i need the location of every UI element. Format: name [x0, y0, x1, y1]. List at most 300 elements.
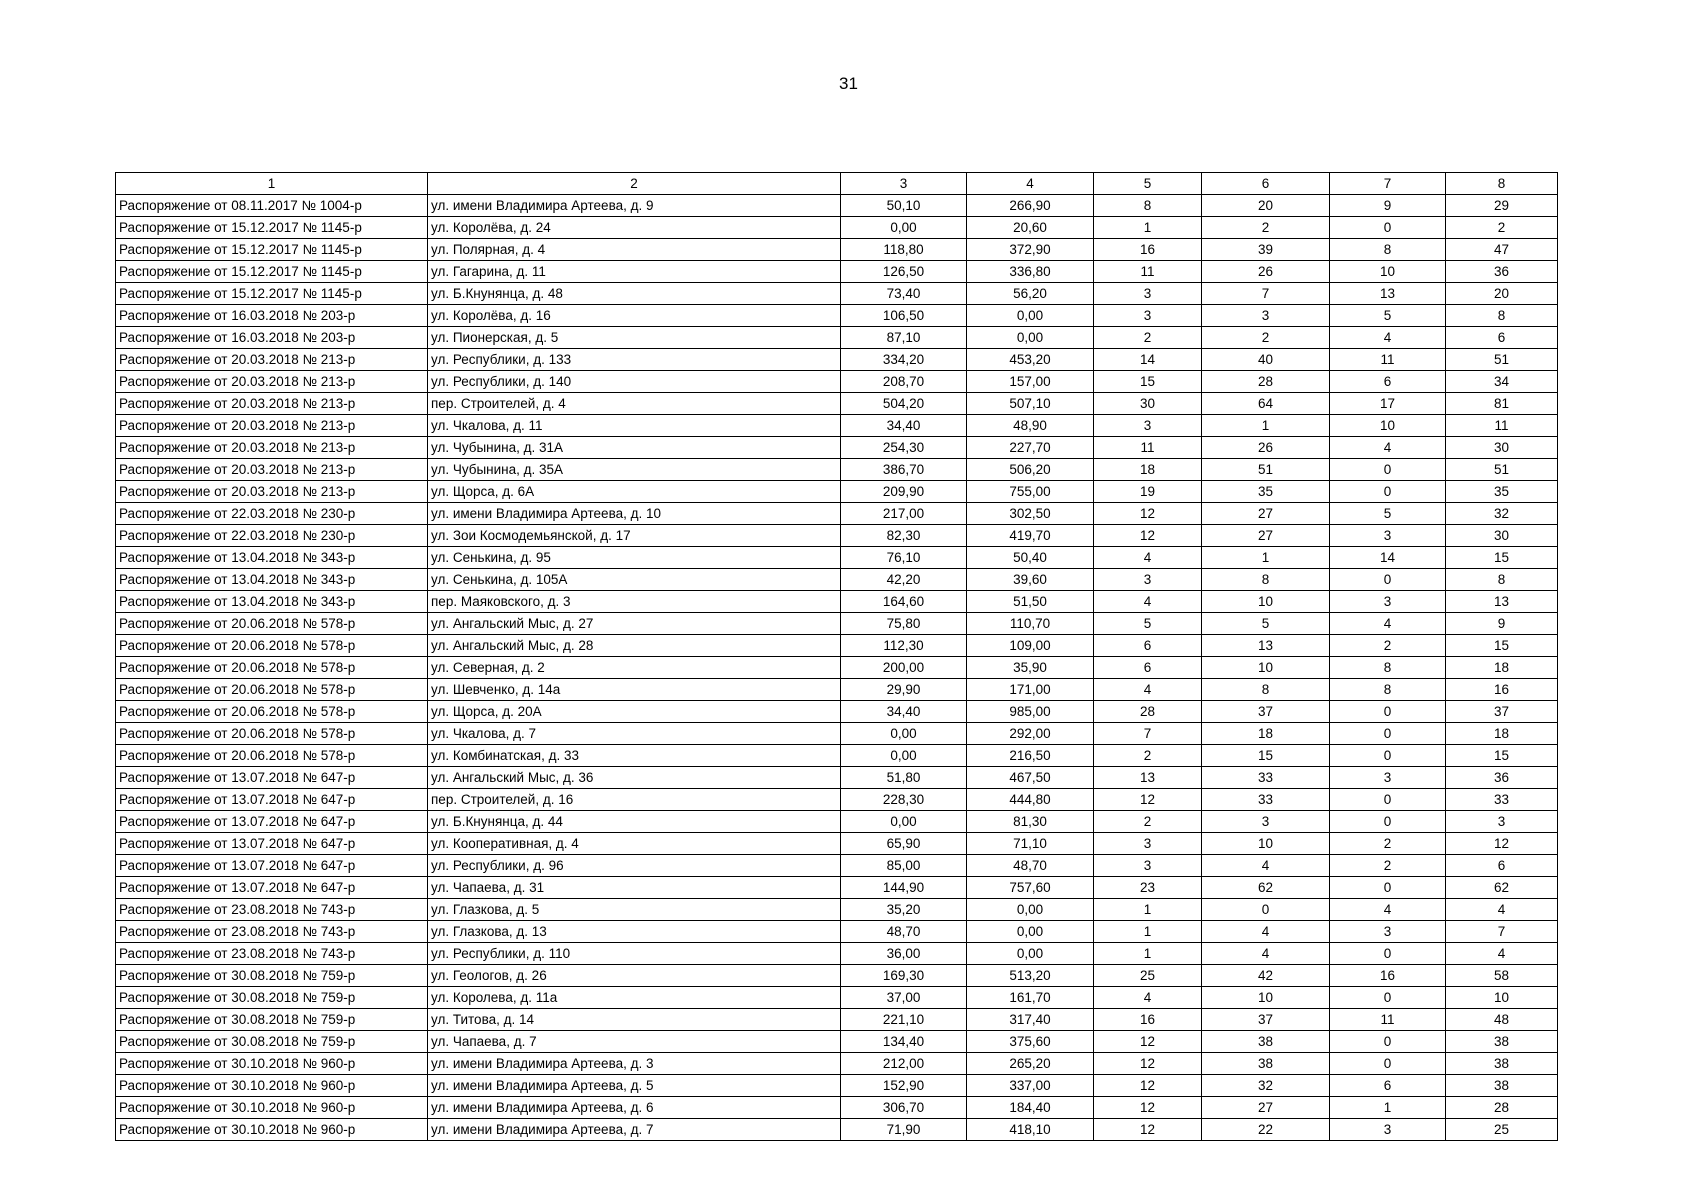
value-cell-8: 35 [1446, 481, 1558, 503]
value-cell-5: 6 [1094, 635, 1202, 657]
value-cell-8: 36 [1446, 767, 1558, 789]
value-cell-6: 39 [1202, 239, 1330, 261]
value-cell-7: 6 [1330, 371, 1446, 393]
value-cell-5: 18 [1094, 459, 1202, 481]
order-cell: Распоряжение от 30.10.2018 № 960-р [116, 1053, 428, 1075]
value-cell-7: 11 [1330, 349, 1446, 371]
table-body [116, 195, 1558, 1141]
column-header-7: 7 [1330, 173, 1446, 195]
address-cell: ул. Полярная, д. 4 [428, 239, 841, 261]
address-cell: ул. имени Владимира Артеева, д. 5 [428, 1075, 841, 1097]
value-cell-6: 27 [1202, 503, 1330, 525]
address-cell: ул. Королёва, д. 24 [428, 217, 841, 239]
address-cell: ул. Гагарина, д. 11 [428, 261, 841, 283]
value-cell-5: 12 [1094, 1053, 1202, 1075]
value-cell-7: 5 [1330, 305, 1446, 327]
value-cell-4: 71,10 [967, 833, 1094, 855]
order-cell: Распоряжение от 30.10.2018 № 960-р [116, 1097, 428, 1119]
value-cell-8: 36 [1446, 261, 1558, 283]
value-cell-3: 228,30 [841, 789, 967, 811]
value-cell-4: 81,30 [967, 811, 1094, 833]
order-cell: Распоряжение от 13.07.2018 № 647-р [116, 833, 428, 855]
value-cell-7: 0 [1330, 723, 1446, 745]
address-cell: ул. Республики, д. 133 [428, 349, 841, 371]
address-cell: ул. Щорса, д. 20А [428, 701, 841, 723]
order-cell: Распоряжение от 15.12.2017 № 1145-р [116, 261, 428, 283]
value-cell-7: 3 [1330, 1119, 1446, 1141]
address-cell: ул. Ангальский Мыс, д. 36 [428, 767, 841, 789]
value-cell-4: 0,00 [967, 327, 1094, 349]
value-cell-6: 7 [1202, 283, 1330, 305]
page-number: 31 [839, 74, 858, 93]
value-cell-6: 20 [1202, 195, 1330, 217]
value-cell-6: 38 [1202, 1031, 1330, 1053]
table-row [116, 591, 1558, 613]
address-cell: пер. Строителей, д. 16 [428, 789, 841, 811]
value-cell-4: 419,70 [967, 525, 1094, 547]
order-cell: Распоряжение от 13.07.2018 № 647-р [116, 811, 428, 833]
value-cell-7: 3 [1330, 767, 1446, 789]
order-cell: Распоряжение от 13.07.2018 № 647-р [116, 767, 428, 789]
value-cell-5: 30 [1094, 393, 1202, 415]
order-cell: Распоряжение от 20.06.2018 № 578-р [116, 701, 428, 723]
value-cell-6: 40 [1202, 349, 1330, 371]
value-cell-7: 0 [1330, 789, 1446, 811]
order-cell: Распоряжение от 20.06.2018 № 578-р [116, 679, 428, 701]
table-row [116, 657, 1558, 679]
value-cell-5: 12 [1094, 1097, 1202, 1119]
table-row [116, 1075, 1558, 1097]
table-row [116, 987, 1558, 1009]
address-cell: ул. Королёва, д. 16 [428, 305, 841, 327]
table-row [116, 899, 1558, 921]
value-cell-3: 82,30 [841, 525, 967, 547]
value-cell-6: 1 [1202, 547, 1330, 569]
order-cell: Распоряжение от 22.03.2018 № 230-р [116, 525, 428, 547]
address-cell: ул. Б.Кнунянца, д. 48 [428, 283, 841, 305]
value-cell-3: 71,90 [841, 1119, 967, 1141]
value-cell-7: 0 [1330, 1053, 1446, 1075]
value-cell-7: 1 [1330, 1097, 1446, 1119]
order-cell: Распоряжение от 20.03.2018 № 213-р [116, 437, 428, 459]
value-cell-8: 33 [1446, 789, 1558, 811]
order-cell: Распоряжение от 13.07.2018 № 647-р [116, 877, 428, 899]
value-cell-8: 29 [1446, 195, 1558, 217]
table-row [116, 789, 1558, 811]
order-cell: Распоряжение от 15.12.2017 № 1145-р [116, 283, 428, 305]
value-cell-5: 11 [1094, 437, 1202, 459]
order-cell: Распоряжение от 20.06.2018 № 578-р [116, 745, 428, 767]
value-cell-6: 4 [1202, 943, 1330, 965]
value-cell-6: 42 [1202, 965, 1330, 987]
address-cell: ул. Кооперативная, д. 4 [428, 833, 841, 855]
value-cell-5: 13 [1094, 767, 1202, 789]
value-cell-6: 27 [1202, 1097, 1330, 1119]
value-cell-3: 504,20 [841, 393, 967, 415]
table-row [116, 613, 1558, 635]
table-row [116, 745, 1558, 767]
value-cell-3: 51,80 [841, 767, 967, 789]
table-row [116, 877, 1558, 899]
value-cell-6: 13 [1202, 635, 1330, 657]
value-cell-7: 8 [1330, 679, 1446, 701]
data-table [115, 172, 1558, 1141]
value-cell-4: 418,10 [967, 1119, 1094, 1141]
value-cell-5: 1 [1094, 943, 1202, 965]
value-cell-3: 118,80 [841, 239, 967, 261]
value-cell-3: 85,00 [841, 855, 967, 877]
table-row [116, 1097, 1558, 1119]
address-cell: ул. Чкалова, д. 11 [428, 415, 841, 437]
value-cell-4: 110,70 [967, 613, 1094, 635]
order-cell: Распоряжение от 30.08.2018 № 759-р [116, 1031, 428, 1053]
value-cell-5: 12 [1094, 789, 1202, 811]
table-row [116, 239, 1558, 261]
order-cell: Распоряжение от 20.03.2018 № 213-р [116, 481, 428, 503]
value-cell-3: 34,40 [841, 701, 967, 723]
table-row [116, 811, 1558, 833]
address-cell: ул. Королева, д. 11а [428, 987, 841, 1009]
value-cell-4: 20,60 [967, 217, 1094, 239]
value-cell-4: 35,90 [967, 657, 1094, 679]
value-cell-4: 48,70 [967, 855, 1094, 877]
value-cell-8: 4 [1446, 943, 1558, 965]
value-cell-3: 386,70 [841, 459, 967, 481]
value-cell-4: 453,20 [967, 349, 1094, 371]
order-cell: Распоряжение от 16.03.2018 № 203-р [116, 305, 428, 327]
table-row [116, 349, 1558, 371]
table-row [116, 503, 1558, 525]
value-cell-8: 51 [1446, 459, 1558, 481]
value-cell-4: 0,00 [967, 899, 1094, 921]
value-cell-3: 73,40 [841, 283, 967, 305]
value-cell-5: 12 [1094, 1031, 1202, 1053]
value-cell-8: 8 [1446, 305, 1558, 327]
value-cell-5: 6 [1094, 657, 1202, 679]
value-cell-3: 75,80 [841, 613, 967, 635]
value-cell-6: 27 [1202, 525, 1330, 547]
value-cell-3: 0,00 [841, 811, 967, 833]
value-cell-3: 50,10 [841, 195, 967, 217]
value-cell-8: 15 [1446, 635, 1558, 657]
table-row [116, 547, 1558, 569]
value-cell-4: 0,00 [967, 305, 1094, 327]
value-cell-3: 134,40 [841, 1031, 967, 1053]
value-cell-7: 10 [1330, 261, 1446, 283]
value-cell-7: 0 [1330, 481, 1446, 503]
value-cell-4: 216,50 [967, 745, 1094, 767]
value-cell-5: 7 [1094, 723, 1202, 745]
value-cell-7: 8 [1330, 657, 1446, 679]
value-cell-3: 306,70 [841, 1097, 967, 1119]
value-cell-7: 3 [1330, 921, 1446, 943]
address-cell: ул. имени Владимира Артеева, д. 7 [428, 1119, 841, 1141]
table-row [116, 283, 1558, 305]
address-cell: ул. Зои Космодемьянской, д. 17 [428, 525, 841, 547]
address-cell: ул. Геологов, д. 26 [428, 965, 841, 987]
value-cell-8: 2 [1446, 217, 1558, 239]
value-cell-5: 2 [1094, 811, 1202, 833]
value-cell-5: 19 [1094, 481, 1202, 503]
address-cell: ул. имени Владимира Артеева, д. 3 [428, 1053, 841, 1075]
value-cell-8: 13 [1446, 591, 1558, 613]
table-row [116, 855, 1558, 877]
value-cell-5: 2 [1094, 745, 1202, 767]
value-cell-4: 227,70 [967, 437, 1094, 459]
value-cell-4: 266,90 [967, 195, 1094, 217]
value-cell-8: 8 [1446, 569, 1558, 591]
value-cell-5: 4 [1094, 547, 1202, 569]
value-cell-3: 152,90 [841, 1075, 967, 1097]
value-cell-3: 87,10 [841, 327, 967, 349]
value-cell-3: 36,00 [841, 943, 967, 965]
value-cell-5: 12 [1094, 1119, 1202, 1141]
table-row [116, 1009, 1558, 1031]
value-cell-3: 37,00 [841, 987, 967, 1009]
value-cell-8: 38 [1446, 1075, 1558, 1097]
value-cell-8: 11 [1446, 415, 1558, 437]
column-header-2: 2 [428, 173, 841, 195]
value-cell-4: 48,90 [967, 415, 1094, 437]
value-cell-3: 48,70 [841, 921, 967, 943]
value-cell-3: 42,20 [841, 569, 967, 591]
order-cell: Распоряжение от 23.08.2018 № 743-р [116, 943, 428, 965]
value-cell-3: 217,00 [841, 503, 967, 525]
value-cell-7: 0 [1330, 877, 1446, 899]
value-cell-8: 58 [1446, 965, 1558, 987]
value-cell-5: 5 [1094, 613, 1202, 635]
address-cell: ул. Комбинатская, д. 33 [428, 745, 841, 767]
value-cell-4: 50,40 [967, 547, 1094, 569]
table-header [116, 173, 1558, 195]
value-cell-8: 4 [1446, 899, 1558, 921]
order-cell: Распоряжение от 08.11.2017 № 1004-р [116, 195, 428, 217]
value-cell-3: 200,00 [841, 657, 967, 679]
value-cell-8: 15 [1446, 547, 1558, 569]
value-cell-8: 30 [1446, 437, 1558, 459]
value-cell-3: 29,90 [841, 679, 967, 701]
value-cell-4: 0,00 [967, 921, 1094, 943]
order-cell: Распоряжение от 20.03.2018 № 213-р [116, 349, 428, 371]
value-cell-3: 144,90 [841, 877, 967, 899]
value-cell-3: 164,60 [841, 591, 967, 613]
address-cell: ул. Шевченко, д. 14а [428, 679, 841, 701]
table-row [116, 1119, 1558, 1141]
value-cell-8: 25 [1446, 1119, 1558, 1141]
value-cell-5: 2 [1094, 327, 1202, 349]
address-cell: ул. Сенькина, д. 95 [428, 547, 841, 569]
value-cell-3: 334,20 [841, 349, 967, 371]
table-row [116, 305, 1558, 327]
value-cell-6: 4 [1202, 921, 1330, 943]
value-cell-3: 106,50 [841, 305, 967, 327]
value-cell-5: 14 [1094, 349, 1202, 371]
value-cell-7: 13 [1330, 283, 1446, 305]
address-cell: ул. Северная, д. 2 [428, 657, 841, 679]
value-cell-6: 26 [1202, 437, 1330, 459]
value-cell-7: 0 [1330, 811, 1446, 833]
value-cell-5: 3 [1094, 305, 1202, 327]
value-cell-7: 16 [1330, 965, 1446, 987]
value-cell-8: 62 [1446, 877, 1558, 899]
table-row [116, 261, 1558, 283]
value-cell-8: 18 [1446, 723, 1558, 745]
value-cell-5: 16 [1094, 1009, 1202, 1031]
address-cell: ул. имени Владимира Артеева, д. 6 [428, 1097, 841, 1119]
address-cell: ул. Чапаева, д. 31 [428, 877, 841, 899]
value-cell-6: 1 [1202, 415, 1330, 437]
address-cell: ул. Республики, д. 110 [428, 943, 841, 965]
address-cell: пер. Строителей, д. 4 [428, 393, 841, 415]
table-row [116, 371, 1558, 393]
value-cell-6: 0 [1202, 899, 1330, 921]
value-cell-4: 161,70 [967, 987, 1094, 1009]
table-row [116, 459, 1558, 481]
address-cell: ул. Ангальский Мыс, д. 28 [428, 635, 841, 657]
order-cell: Распоряжение от 30.10.2018 № 960-р [116, 1075, 428, 1097]
table-row [116, 415, 1558, 437]
value-cell-6: 62 [1202, 877, 1330, 899]
order-cell: Распоряжение от 20.03.2018 № 213-р [116, 415, 428, 437]
value-cell-3: 112,30 [841, 635, 967, 657]
value-cell-8: 38 [1446, 1031, 1558, 1053]
value-cell-8: 6 [1446, 327, 1558, 349]
value-cell-6: 10 [1202, 591, 1330, 613]
address-cell: ул. Сенькина, д. 105А [428, 569, 841, 591]
address-cell: ул. Республики, д. 140 [428, 371, 841, 393]
order-cell: Распоряжение от 23.08.2018 № 743-р [116, 921, 428, 943]
value-cell-5: 1 [1094, 217, 1202, 239]
address-cell: ул. Титова, д. 14 [428, 1009, 841, 1031]
value-cell-4: 375,60 [967, 1031, 1094, 1053]
value-cell-3: 208,70 [841, 371, 967, 393]
value-cell-4: 985,00 [967, 701, 1094, 723]
value-cell-8: 16 [1446, 679, 1558, 701]
value-cell-7: 4 [1330, 899, 1446, 921]
value-cell-4: 372,90 [967, 239, 1094, 261]
value-cell-4: 39,60 [967, 569, 1094, 591]
table-row [116, 921, 1558, 943]
order-cell: Распоряжение от 20.03.2018 № 213-р [116, 459, 428, 481]
value-cell-4: 265,20 [967, 1053, 1094, 1075]
order-cell: Распоряжение от 13.07.2018 № 647-р [116, 855, 428, 877]
value-cell-8: 32 [1446, 503, 1558, 525]
value-cell-7: 17 [1330, 393, 1446, 415]
value-cell-6: 2 [1202, 327, 1330, 349]
value-cell-3: 169,30 [841, 965, 967, 987]
value-cell-8: 48 [1446, 1009, 1558, 1031]
table-row [116, 1053, 1558, 1075]
table-row [116, 437, 1558, 459]
value-cell-6: 32 [1202, 1075, 1330, 1097]
table-row [116, 723, 1558, 745]
value-cell-8: 47 [1446, 239, 1558, 261]
value-cell-4: 755,00 [967, 481, 1094, 503]
value-cell-4: 292,00 [967, 723, 1094, 745]
value-cell-7: 4 [1330, 327, 1446, 349]
value-cell-7: 3 [1330, 591, 1446, 613]
value-cell-7: 2 [1330, 855, 1446, 877]
value-cell-7: 2 [1330, 635, 1446, 657]
address-cell: ул. Чубынина, д. 31А [428, 437, 841, 459]
value-cell-8: 51 [1446, 349, 1558, 371]
value-cell-8: 9 [1446, 613, 1558, 635]
value-cell-5: 3 [1094, 833, 1202, 855]
value-cell-8: 12 [1446, 833, 1558, 855]
value-cell-8: 6 [1446, 855, 1558, 877]
address-cell: ул. Республики, д. 96 [428, 855, 841, 877]
table-row [116, 327, 1558, 349]
address-cell: пер. Маяковского, д. 3 [428, 591, 841, 613]
value-cell-3: 65,90 [841, 833, 967, 855]
value-cell-5: 3 [1094, 569, 1202, 591]
value-cell-5: 3 [1094, 855, 1202, 877]
address-cell: ул. Пионерская, д. 5 [428, 327, 841, 349]
value-cell-6: 10 [1202, 833, 1330, 855]
order-cell: Распоряжение от 20.03.2018 № 213-р [116, 393, 428, 415]
value-cell-7: 9 [1330, 195, 1446, 217]
value-cell-3: 34,40 [841, 415, 967, 437]
value-cell-5: 23 [1094, 877, 1202, 899]
value-cell-4: 184,40 [967, 1097, 1094, 1119]
order-cell: Распоряжение от 20.06.2018 № 578-р [116, 613, 428, 635]
value-cell-5: 3 [1094, 283, 1202, 305]
value-cell-6: 5 [1202, 613, 1330, 635]
order-cell: Распоряжение от 15.12.2017 № 1145-р [116, 239, 428, 261]
value-cell-4: 157,00 [967, 371, 1094, 393]
value-cell-7: 3 [1330, 525, 1446, 547]
value-cell-5: 4 [1094, 679, 1202, 701]
value-cell-3: 212,00 [841, 1053, 967, 1075]
value-cell-7: 8 [1330, 239, 1446, 261]
table-row [116, 943, 1558, 965]
value-cell-5: 1 [1094, 899, 1202, 921]
value-cell-4: 56,20 [967, 283, 1094, 305]
value-cell-6: 3 [1202, 811, 1330, 833]
value-cell-8: 18 [1446, 657, 1558, 679]
value-cell-6: 2 [1202, 217, 1330, 239]
value-cell-5: 11 [1094, 261, 1202, 283]
value-cell-7: 14 [1330, 547, 1446, 569]
address-cell: ул. Чапаева, д. 7 [428, 1031, 841, 1053]
order-cell: Распоряжение от 22.03.2018 № 230-р [116, 503, 428, 525]
address-cell: ул. Глазкова, д. 13 [428, 921, 841, 943]
value-cell-7: 5 [1330, 503, 1446, 525]
value-cell-8: 15 [1446, 745, 1558, 767]
order-cell: Распоряжение от 20.06.2018 № 578-р [116, 723, 428, 745]
value-cell-4: 506,20 [967, 459, 1094, 481]
value-cell-6: 18 [1202, 723, 1330, 745]
value-cell-6: 38 [1202, 1053, 1330, 1075]
address-cell: ул. имени Владимира Артеева, д. 9 [428, 195, 841, 217]
column-header-5: 5 [1094, 173, 1202, 195]
value-cell-6: 10 [1202, 987, 1330, 1009]
order-cell: Распоряжение от 16.03.2018 № 203-р [116, 327, 428, 349]
order-cell: Распоряжение от 13.04.2018 № 343-р [116, 591, 428, 613]
value-cell-4: 317,40 [967, 1009, 1094, 1031]
value-cell-4: 757,60 [967, 877, 1094, 899]
value-cell-7: 0 [1330, 569, 1446, 591]
order-cell: Распоряжение от 13.04.2018 № 343-р [116, 569, 428, 591]
header-row [116, 173, 1558, 195]
value-cell-5: 8 [1094, 195, 1202, 217]
value-cell-3: 0,00 [841, 745, 967, 767]
value-cell-5: 25 [1094, 965, 1202, 987]
address-cell: ул. Щорса, д. 6А [428, 481, 841, 503]
value-cell-7: 0 [1330, 1031, 1446, 1053]
value-cell-8: 34 [1446, 371, 1558, 393]
order-cell: Распоряжение от 20.06.2018 № 578-р [116, 635, 428, 657]
